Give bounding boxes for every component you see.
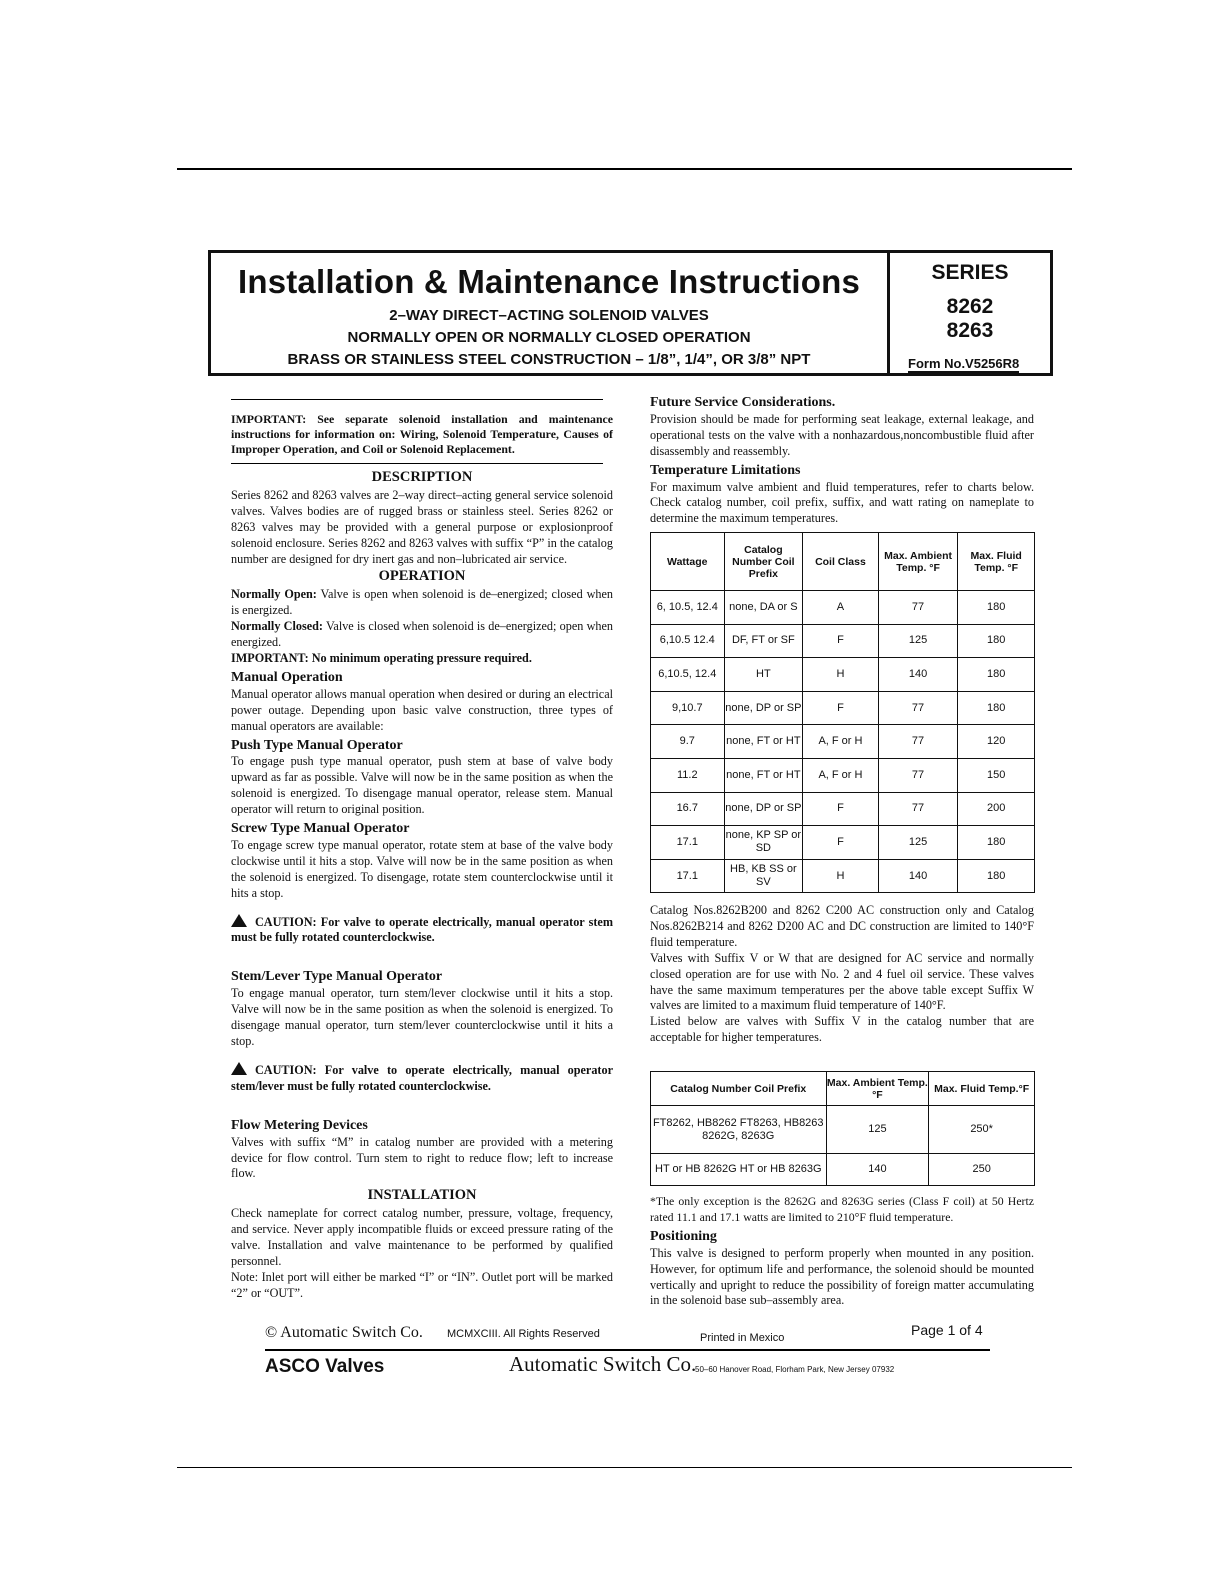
table-cell: DF, FT or SF [724, 624, 803, 658]
table-row [651, 691, 1035, 725]
table-cell: F [803, 691, 879, 725]
table-cell: 250 [929, 1154, 1035, 1186]
footer-bottom [265, 1352, 995, 1382]
normally-open-body: Valve is open when solenoid is de–energized; closed when is energized. [231, 587, 614, 618]
screw-type-heading: Screw Type Manual Operator [231, 821, 410, 837]
subtitle-2: NORMALLY OPEN OR NORMALLY CLOSED OPERATION [347, 329, 751, 346]
table-cell: 200 [958, 792, 1035, 826]
subtitle-1: 2–WAY DIRECT–ACTING SOLENOID VALVES [389, 307, 709, 324]
push-type-text: To engage push type manual operator, push stem at base of valve body upward as far as possible. Valve will now be in the same position as when the solenoid is energized. To disengage manual operator, release stem. Manual operator will return to original position. [231, 754, 613, 817]
table-header: Wattage [651, 533, 725, 591]
table-row [651, 758, 1035, 792]
table-cell: 16.7 [651, 792, 725, 826]
caution-1-text: CAUTION: For valve to operate electrically, manual operator stem must be fully rotated counterclockwise. [231, 914, 613, 945]
page-number: Page 1 of 4 [911, 1322, 983, 1338]
positioning-heading: Positioning [650, 1228, 717, 1244]
table-cell: 77 [878, 591, 958, 625]
stem-lever-heading: Stem/Lever Type Manual Operator [231, 969, 443, 985]
table-row [651, 624, 1035, 658]
right-column-top [650, 392, 1034, 527]
copyright: © Automatic Switch Co. [265, 1324, 423, 1341]
catalog-note: Catalog Nos.8262B200 and 8262 C200 AC construction only and Catalog Nos.8262B214 and 8262 D200 AC and DC construction are limited to 140°F fluid temperature. [650, 903, 1034, 949]
table-header: Catalog Number Coil Prefix [724, 533, 803, 591]
table-cell: FT8262, HB8262 FT8263, HB8263 8262G, 8263G [651, 1106, 827, 1154]
exception-note: *The only exception is the 8262G and 8263G series (Class F coil) at 50 Hertz rated 11.1 and 17.1 watts are limited to 210°F fluid temperature. [650, 1194, 1034, 1224]
table-cell: 140 [826, 1154, 929, 1186]
left-column [231, 412, 613, 1302]
installation-text: Check nameplate for correct catalog number, pressure, voltage, frequency, and service. Never apply incompatible fluids or exceed pressure rating of the valve. Installation and valve maintenance to be performed by qualified personnel. [231, 1206, 613, 1268]
installation-heading: INSTALLATION [367, 1187, 477, 1204]
table-cell: 140 [878, 859, 958, 893]
table-header: Max. Fluid Temp. °F [958, 533, 1035, 591]
table-row [651, 1154, 1035, 1186]
table-cell: 180 [958, 658, 1035, 692]
company-address: 50–60 Hanover Road, Florham Park, New Jersey 07932 [695, 1365, 895, 1374]
table-cell: 180 [958, 826, 1035, 860]
table-cell: 6,10.5 12.4 [651, 624, 725, 658]
normally-open-text [231, 587, 613, 619]
table-cell: H [803, 859, 879, 893]
table-header: Coil Class [803, 533, 879, 591]
stem-lever-text: To engage manual operator, turn stem/lever clockwise until it hits a stop. Valve will now be in the same position as when the solenoid is energized. To disengage manual operator, turn stem/lever counterclockwise until it hits a stop. [231, 986, 613, 1048]
rights-reserved: MCMXCIII. All Rights Reserved [447, 1328, 600, 1340]
table-cell: 17.1 [651, 826, 725, 860]
table-row [651, 1106, 1035, 1154]
table-row [651, 591, 1035, 625]
listed-note: Listed below are valves with Suffix V in the catalog number that are acceptable for higher temperatures. [650, 1014, 1034, 1045]
form-number: Form No.V5256R8 [908, 356, 1020, 371]
table-row [651, 725, 1035, 759]
manual-operation-text: Manual operator allows manual operation when desired or during an electrical power outage. Depending upon basic valve construction, three types of manual operators are available: [231, 686, 613, 733]
normally-open-label: Normally Open: [231, 587, 317, 602]
table-cell: HT [724, 658, 803, 692]
table-cell: 17.1 [651, 859, 725, 893]
manual-operation-heading: Manual Operation [231, 669, 343, 685]
table-row [651, 859, 1035, 893]
port-note: Note: Inlet port will either be marked “I” or “IN”. Outlet port will be marked “2” or “OUT”. [231, 1269, 613, 1300]
table-cell: 125 [878, 624, 958, 658]
important-note: IMPORTANT: See separate solenoid installation and maintenance instructions for information on: Wiring, Solenoid Temperature, Causes of Improper Operation, and Coil or Solenoid Replacement. [231, 412, 613, 456]
table-cell: 150 [958, 758, 1035, 792]
table-header: Catalog Number Coil Prefix [651, 1072, 827, 1106]
table-cell: 11.2 [651, 758, 725, 792]
right-column-middle [650, 903, 1034, 1046]
operation-heading: OPERATION [378, 568, 466, 585]
caution-2 [231, 1062, 613, 1095]
table-cell: 180 [958, 691, 1035, 725]
table-cell: HT or HB 8262G HT or HB 8263G [651, 1154, 827, 1186]
table-cell: 180 [958, 859, 1035, 893]
table-cell: 77 [878, 691, 958, 725]
top-rule [177, 168, 1072, 170]
temperature-table [650, 532, 1035, 893]
table-cell: 77 [878, 792, 958, 826]
header-box [208, 250, 1053, 376]
table-cell: F [803, 826, 879, 860]
table-cell: none, DP or SP [724, 792, 803, 826]
description-heading: DESCRIPTION [371, 469, 473, 485]
table-cell: 6, 10.5, 12.4 [651, 591, 725, 625]
right-column-bottom [650, 1194, 1034, 1309]
subtitle-3: BRASS OR STAINLESS STEEL CONSTRUCTION – 1/8”, 1/4”, OR 3/8” NPT [287, 351, 811, 368]
page-title: Installation & Maintenance Instructions [237, 263, 861, 300]
printed-in: Printed in Mexico [700, 1332, 785, 1344]
table-cell: A [803, 591, 879, 625]
footer-rule [265, 1349, 990, 1351]
table-row [651, 826, 1035, 860]
normally-closed-text [231, 619, 613, 651]
left-divider-top [231, 399, 603, 400]
table-cell: none, DA or S [724, 591, 803, 625]
table-cell: F [803, 792, 879, 826]
table-cell: 140 [878, 658, 958, 692]
table-cell: 250* [929, 1106, 1035, 1154]
table-row [651, 658, 1035, 692]
table-cell: 77 [878, 758, 958, 792]
description-text: Series 8262 and 8263 valves are 2–way direct–acting general service solenoid valves. Valves bodies are of rugged brass or stainless steel. Series 8262 or 8263 valves may be provided with a general purpose or explosionproof solenoid enclosure. Series 8262 and 8263 valves with suffix “P” in the catalog number are designed for dry inert gas and non–lubricated air service. [231, 487, 613, 566]
table-cell: 6,10.5, 12.4 [651, 658, 725, 692]
warning-icon [231, 914, 247, 927]
table-cell: 77 [878, 725, 958, 759]
series-label: SERIES [931, 261, 1009, 284]
table-cell: 125 [826, 1106, 929, 1154]
left-divider [231, 463, 603, 464]
brand-name: ASCO Valves [265, 1356, 385, 1377]
suffix-v-table [650, 1071, 1035, 1186]
table-cell: HB, KB SS or SV [724, 859, 803, 893]
temperature-text: For maximum valve ambient and fluid temperatures, refer to charts below. Check catalog number, coil prefix, suffix, and watt rating on nameplate to determine the maximum temperatures. [650, 479, 1034, 526]
positioning-text: This valve is designed to perform properly when mounted in any position. However, for optimum life and performance, the solenoid should be mounted vertically and upright to reduce the possibility of foreign matter accumulating in the solenoid base sub–assembly area. [650, 1245, 1034, 1308]
future-service-text: Provision should be made for performing seat leakage, external leakage, and operational tests on the valve with a nonhazardous,noncombustible fluid after disassembly and reassembly. [650, 411, 1034, 458]
series-8263: 8263 [946, 319, 994, 342]
flow-metering-text: Valves with suffix “M” in catalog number are provided with a metering device for flow control. Turn stem to right to reduce flow; left to increase flow. [231, 1134, 613, 1181]
table-cell: 180 [958, 591, 1035, 625]
important-pressure: IMPORTANT: No minimum operating pressure required. [231, 650, 532, 665]
table-cell: F [803, 624, 879, 658]
table-row [651, 792, 1035, 826]
warning-icon [231, 1062, 247, 1075]
table-cell: none, FT or HT [724, 758, 803, 792]
table-header: Max. Ambient Temp.°F [826, 1072, 929, 1106]
table-cell: 9,10.7 [651, 691, 725, 725]
table-cell: none, DP or SP [724, 691, 803, 725]
push-type-heading: Push Type Manual Operator [231, 737, 403, 753]
footer-top [265, 1322, 995, 1344]
table-header: Max. Ambient Temp. °F [878, 533, 958, 591]
caution-1 [231, 914, 613, 947]
flow-metering-heading: Flow Metering Devices [231, 1117, 368, 1133]
temperature-heading: Temperature Limitations [650, 462, 801, 478]
normally-closed-body: Valve is closed when solenoid is de–energized; open when energized. [231, 619, 613, 650]
bottom-rule [177, 1467, 1072, 1468]
table-cell: 180 [958, 624, 1035, 658]
table-cell: none, KP SP or SD [724, 826, 803, 860]
header-title-block [211, 253, 890, 373]
table-cell: 120 [958, 725, 1035, 759]
table-cell: none, FT or HT [724, 725, 803, 759]
table-cell: 125 [878, 826, 958, 860]
future-service-heading: Future Service Considerations. [650, 395, 836, 410]
suffix-note: Valves with Suffix V or W that are designed for AC service and normally closed operation are for use with No. 2 and 4 fuel oil service. These valves have the same maximum temperatures per the above table except Suffix W valves are limited to a maximum fluid temperature of 140°F. [650, 950, 1034, 1013]
table-cell: 9.7 [651, 725, 725, 759]
table-cell: H [803, 658, 879, 692]
series-8262: 8262 [946, 295, 994, 318]
table-header: Max. Fluid Temp.°F [929, 1072, 1035, 1106]
caution-2-text: CAUTION: For valve to operate electrically, manual operator stem/lever must be fully rotated counterclockwise. [231, 1062, 613, 1093]
series-block [890, 253, 1050, 373]
company-name: Automatic Switch Co. [509, 1352, 697, 1376]
table-cell: A, F or H [803, 725, 879, 759]
table-cell: A, F or H [803, 758, 879, 792]
screw-type-text: To engage screw type manual operator, rotate stem at base of the valve body clockwise until it hits a stop. Valve will now be in the same position as when the solenoid is energized. To disengage, rotate stem counterclockwise until it hits a stop. [231, 837, 613, 900]
normally-closed-label: Normally Closed: [231, 619, 323, 634]
